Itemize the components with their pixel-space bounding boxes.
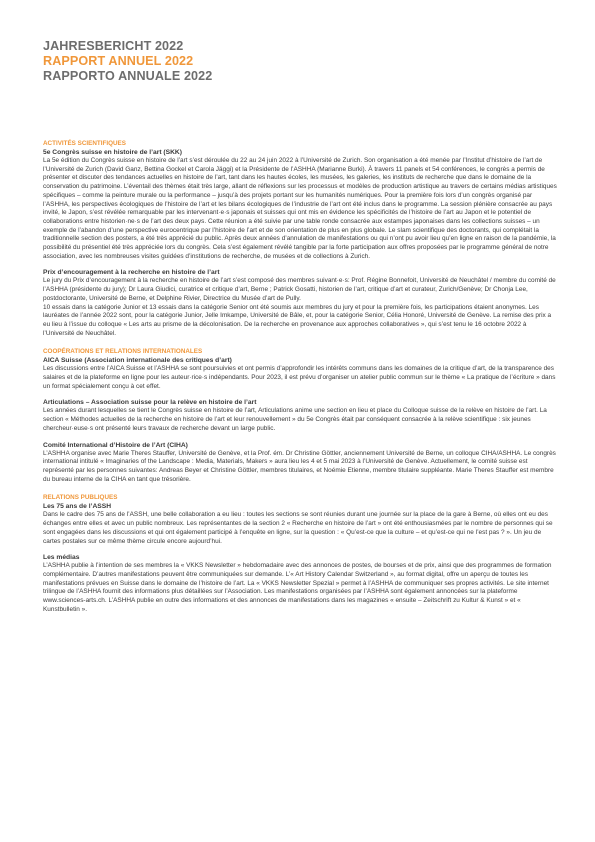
report-titles <box>43 39 212 84</box>
section-heading-activites: ACTIVITÉS SCIENTIFIQUES <box>43 140 126 147</box>
paragraph-ciha: L’ASHHA organise avec Marie Theres Stauffer, Université de Genève, et la Prof. ém. Dr Christine Göttler, anciennement Université de Berne, un colloque CIHA/ASHHA. Le congrès international intitulé « Imaginaries of the Landscape : Media, Materials, Makers » aura lieu les 4 et 5 mai 2023 à l’Université de Genève. Actuellement, le comité suisse est représenté par les personnes suivantes: Andreas Beyer et Christine Göttler, membres titulaires, et Noémie Etienne, membre titulaire suppléante. Marie Theres Stauffer est membre du bureau interne de la CIHA en tant que trésorière. <box>43 449 556 483</box>
paragraph-aica: Les discussions entre l’AICA Suisse et l’ASHHA se sont poursuivies et ont permis d’approfondir les intérêts communs dans les domaines de la critique d’art, de la transparence des salaires et de la plateforme en ligne pour les auteur·rice·s indépendants. Pour 2023, il est prévu d’organiser un atelier public commun sur le thème « La pratique de l’écriture » dans un format spécialement conçu à cet effet. <box>43 365 556 390</box>
subheading-medias: Les médias <box>43 554 80 562</box>
paragraph-articulations: Les années durant lesquelles se tient le Congrès suisse en histoire de l’art, Articulations anime une section en lieu et place du Colloque suisse de la relève en histoire de l’art. La section « Méthodes actuelles de la recherche en histoire de l’art et leur renouvellement » du 5e Congrès était par conséquent consacrée à la relève scientifique : six jeunes chercheur·euse·s ont présenté leurs travaux de recherche devant un large public. <box>43 407 547 432</box>
subheading-prix: Prix d’encouragement à la recherche en histoire de l’art <box>43 269 220 277</box>
section-heading-relations: RELATIONS PUBLIQUES <box>43 494 118 502</box>
title-french: RAPPORT ANNUEL 2022 <box>43 54 194 68</box>
paragraph-congres: La 5e édition du Congrès suisse en histoire de l’art s’est déroulée du 22 au 24 juin 2022 à l’Université de Zurich. Son organisation a été menée par l’Institut d’histoire de l’art de l’Université de Zurich (David Ganz, Bettina Gockel et Carola Jäggi) et la Présidente de l’ASHHA (Marianne Burki). À travers 11 panels et 54 conférences, le congrès a permis de présenter et discuter des tendances actuelles en histoire de l’art, tant dans les hautes écoles, les musées, les galeries, les instituts de recherche que dans le domaine de la conservation du patrimoine. L’éventail des thèmes était très large, allant de réflexions sur les processus et modèles de production artistique au travers de certains médias artistiques spécifiques – comme la peinture murale ou la performance – jusqu’à des projets portant sur les humanités numériques. Pour la première fois lors d’un congrès organisé par l’ASHHA, les perspectives écologiques de l’histoire de l’art et les bilans écologiques de l’industrie de l’art ont été inclus dans le programme. La session plénière consacrée au pays invité, le Japon, s’est révélée remarquable par les intervenant·e·s japonais et suisses qui ont mis en évidence les spécificités de l’histoire de l’art au Japon et le potentiel de collaborations entre historien·ne·s de l’art des deux pays. Cette réunion a été suivie par une table ronde consacrée aux estampes japonaises dans les collections suisses – un exemple de l’abandon d’une perspective eurocentrique par l’histoire de l’art et de son orientation de plus en plus globale. Le slam scientifique des doctorants, qui complétait la traditionnelle section des posters, a été très apprécié du public. Après deux années d’annulation de manifestations ou qui n’ont pu avoir lieu qu’en ligne en raison de la pandémie, la possibilité du présentiel été très appréciée lors du congrès. Cela s’est également révélé tangible par la forte participation aux offres proposées par le programme général de notre association, avec les nombreuses visites guidées d’institutions de recherche, de musées et de collections à Zurich. <box>43 157 557 260</box>
subheading-aica: AICA Suisse (Association internationale des critiques d’art) <box>43 357 232 365</box>
paragraph-medias: L’ASHHA publie à l’intention de ses membres la « VKKS Newsletter » hebdomadaire avec des annonces de postes, de bourses et de prix, ainsi que des programmes de formation complémentaire. D’autres manifestations peuvent être communiquées sur demande. L’« Art History Calendar Switzerland », au format digital, offre un aperçu de toutes les manifestations prévues en Suisse dans le domaine de l’histoire de l’art. La « VKKS Newsletter Spezial » permet à l’ASHHA de communiquer ses propres activités. Le site internet trilingue de l’ASHHA fournit des informations plus détaillées sur l’Association. Les manifestations organisées par l’ASHHA sont également annoncées sur la plateforme www.sciences-arts.ch. L’ASHHA publie en outre des informations et des annonces de manifestations dans les magazines « ensuite – Zeitschrift zu Kultur & Kunst » et « Kunstbulletin ». <box>43 562 552 613</box>
report-body <box>43 139 557 614</box>
paragraph-prix-jury: Le jury du Prix d’encouragement à la recherche en histoire de l’art s’est composé des membres suivant·e·s: Prof. Régine Bonnefoit, Université de Neuchâtel / membre du comité de l’ASHHA (présidente du jury); Dr Laura Giudici, curatrice et critique d’art, Berne ; Patrick Gosatti, historien de l’art, critique d’art et curateur, Zurich/Genève; Dr Chonja Lee, postdoctorante, Université de Berne, et Delphine Rivier, Directrice du Musée d’art de Pully. <box>43 277 556 302</box>
subheading-articulations: Articulations – Association suisse pour la relève en histoire de l’art <box>43 399 257 407</box>
subheading-congres: 5e Congrès suisse en histoire de l’art (SKK) <box>43 149 182 156</box>
subheading-assh: Les 75 ans de l’ASSH <box>43 503 112 511</box>
paragraph-prix-laureates: 10 essais dans la catégorie Junior et 13 essais dans la catégorie Senior ont été soumis aux membres du jury et pour la première fois, les participations étaient anonymes. Les lauréates de l’année 2022 sont, pour la catégorie Junior, Jelle Imkampe, Université de Bâle, et, pour la catégorie Senior, Célia Honoré, Université de Genève. La remise des prix a eu lieu à l’issue du colloque « Les arts au prisme de la décolonisation. De la recherche en provenance aux approches collaboratives », qui s’est tenu le 16 octobre 2022 à l’Université de Neuchâtel. <box>43 303 552 337</box>
title-german: JAHRESBERICHT 2022 <box>43 39 184 53</box>
title-italian: RAPPORTO ANNUALE 2022 <box>43 69 213 83</box>
section-heading-cooperations: COOPÉRATIONS ET RELATIONS INTERNATIONALES <box>43 348 203 356</box>
subheading-ciha: Comité International d’Histoire de l’Art (CIHA) <box>43 441 188 449</box>
paragraph-assh: Dans le cadre des 75 ans de l’ASSH, une belle collaboration a eu lieu : toutes les sections se sont réunies durant une journée sur la place de la gare à Berne, où elles ont eu des échanges entre elles et avec un public nombreux. Les représentantes de la section 2 « Recherche en histoire de l’art » ont été enthousiasmées par le nombre de personnes qui se sont engagées dans les discussions et qui ont également participé à l’enquête en ligne, sur la question : « Qu’est-ce que la culture – et qu’est-ce qui ne l’est pas ? ». Un jeu de cartes postales sur ce même thème circule encore aujourd’hui. <box>43 511 553 545</box>
